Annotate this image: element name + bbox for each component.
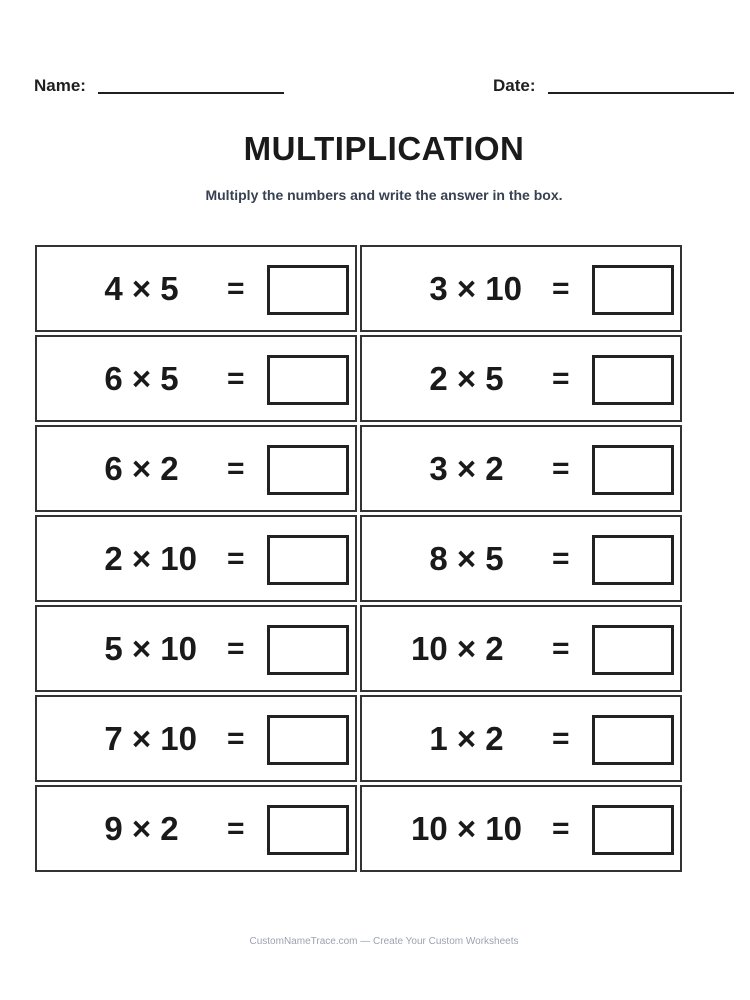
problem-expression: 10 × 10 <box>410 809 522 847</box>
answer-box[interactable] <box>267 805 349 855</box>
equals-sign: = <box>227 811 245 845</box>
equals-sign: = <box>227 361 245 395</box>
answer-box[interactable] <box>267 265 349 315</box>
answer-box[interactable] <box>267 535 349 585</box>
equals-sign: = <box>227 721 245 755</box>
answer-box[interactable] <box>592 715 674 765</box>
name-field <box>34 76 284 96</box>
equals-sign: = <box>552 271 570 305</box>
problem-expression: 2 × 10 <box>104 539 197 577</box>
date-field <box>493 76 734 96</box>
equals-sign: = <box>552 631 570 665</box>
equals-sign: = <box>227 541 245 575</box>
problem-cell <box>35 425 357 512</box>
problem-cell <box>35 515 357 602</box>
footer-credit: CustomNameTrace.com — Create Your Custom Worksheets <box>249 936 519 947</box>
problem-expression: 10 × 2 <box>410 629 522 667</box>
problem-cell <box>35 695 357 782</box>
problem-expression: 1 × 2 <box>429 719 522 757</box>
answer-box[interactable] <box>267 355 349 405</box>
problem-cell <box>360 785 682 872</box>
equals-sign: = <box>552 541 570 575</box>
equals-sign: = <box>227 631 245 665</box>
problem-expression: 2 × 5 <box>429 359 522 397</box>
answer-box[interactable] <box>592 535 674 585</box>
problem-cell <box>35 335 357 422</box>
problem-cell <box>360 695 682 782</box>
problem-cell <box>35 605 357 692</box>
problem-expression: 7 × 10 <box>104 719 197 757</box>
problem-cell <box>360 605 682 692</box>
problem-expression: 8 × 5 <box>429 539 522 577</box>
date-line[interactable] <box>548 92 734 94</box>
problem-cell <box>360 245 682 332</box>
equals-sign: = <box>227 451 245 485</box>
equals-sign: = <box>552 811 570 845</box>
problem-expression: 9 × 2 <box>104 809 197 847</box>
answer-box[interactable] <box>267 445 349 495</box>
name-line[interactable] <box>98 92 284 94</box>
problem-expression: 5 × 10 <box>104 629 197 667</box>
answer-box[interactable] <box>592 625 674 675</box>
answer-box[interactable] <box>592 445 674 495</box>
problem-expression: 3 × 2 <box>429 449 522 487</box>
date-label: Date: <box>493 76 536 95</box>
answer-box[interactable] <box>267 625 349 675</box>
problem-cell <box>35 785 357 872</box>
problem-expression: 3 × 10 <box>429 269 522 307</box>
answer-box[interactable] <box>592 355 674 405</box>
equals-sign: = <box>552 721 570 755</box>
problem-expression: 4 × 5 <box>104 269 197 307</box>
answer-box[interactable] <box>592 265 674 315</box>
answer-box[interactable] <box>267 715 349 765</box>
problem-cell <box>35 245 357 332</box>
problem-cell <box>360 335 682 422</box>
name-label: Name: <box>34 76 86 95</box>
problem-expression: 6 × 5 <box>104 359 197 397</box>
instructions: Multiply the numbers and write the answer in the box. <box>205 187 563 203</box>
page-title: MULTIPLICATION <box>243 130 525 167</box>
problem-expression: 6 × 2 <box>104 449 197 487</box>
equals-sign: = <box>552 451 570 485</box>
problem-cell <box>360 515 682 602</box>
problem-cell <box>360 425 682 512</box>
answer-box[interactable] <box>592 805 674 855</box>
equals-sign: = <box>227 271 245 305</box>
equals-sign: = <box>552 361 570 395</box>
problem-grid <box>35 245 682 872</box>
